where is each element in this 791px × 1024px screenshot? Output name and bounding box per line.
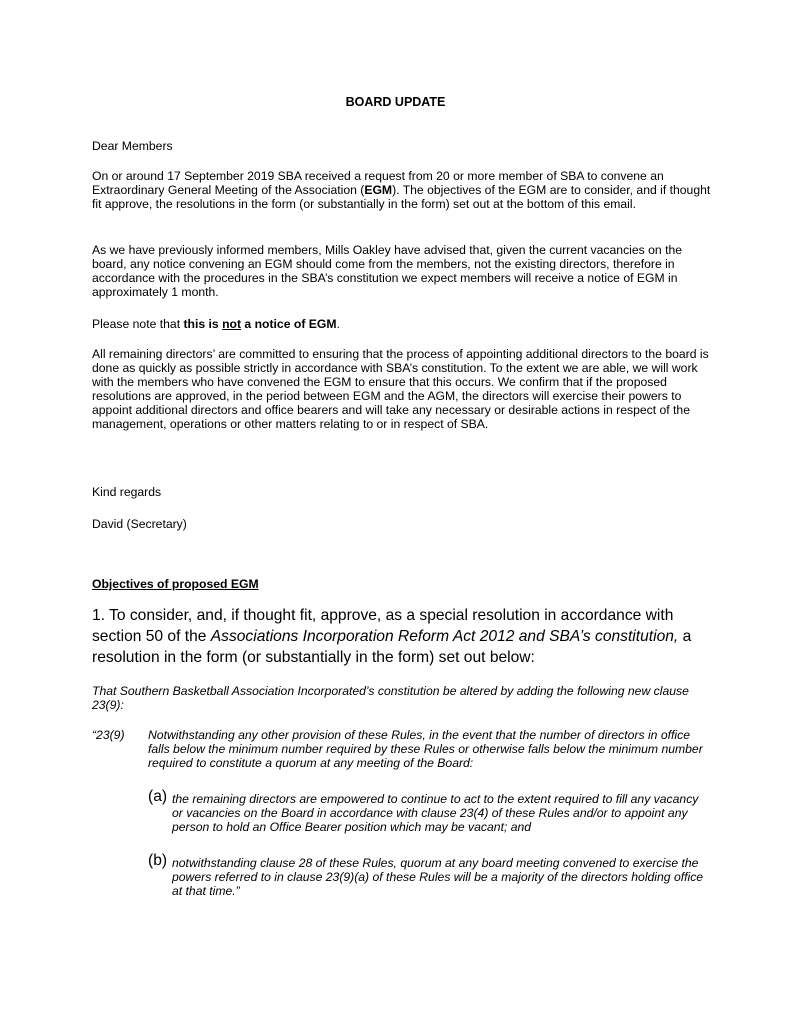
salutation: Dear Members (92, 139, 173, 153)
paragraph-notice-disclaimer (92, 317, 712, 331)
objectives-heading: Objectives of proposed EGM (92, 577, 259, 591)
clause-item-a (148, 788, 708, 834)
clause-text: Notwithstanding any other provision of these Rules, in the event that the number of directors in office falls below the minimum number required by these Rules or otherwise falls below the minimum number required to constitute a quorum at any meeting of the Board: (148, 728, 703, 770)
act-reference: Associations Incorporation Reform Act 2012 and SBA’s constitution, (210, 628, 679, 645)
clause-number: “23(9) (92, 728, 125, 742)
clause-item-label: (b) (148, 852, 168, 869)
paragraph-text: On or around 17 September 2019 SBA received a request from 20 or more member of SBA to convene an Extraordinary General Meeting of the Association ( (92, 169, 664, 197)
disclaimer-bold: this is (183, 317, 223, 331)
clause-item-label: (a) (148, 788, 168, 805)
clause-23-9 (92, 728, 712, 770)
paragraph-legal-advice: As we have previously informed members, Mills Oakley have advised that, given the current vacancies on the board, any notice convening an EGM should come from the members, not the existing directors, therefore in accordance with the procedures in the SBA’s constitution we expect members will receive a notice of EGM in approximately 1 month. (92, 243, 683, 299)
resolution-intro: That Southern Basketball Association Incorporated’s constitution be altered by adding the following new clause 23(9): (92, 684, 689, 712)
paragraph-egm-request (92, 169, 712, 211)
egm-abbreviation: EGM (364, 183, 393, 197)
signature: David (Secretary) (92, 517, 187, 531)
paragraph-text: Please note that (92, 317, 184, 331)
clause-item-text: notwithstanding clause 28 of these Rules, quorum at any board meeting convened to exercise the powers referred to in clause 23(9)(a) of these Rules will be a majority of the directors holding office at that time.” (172, 856, 704, 898)
paragraph-text: . (336, 317, 340, 331)
clause-item-text: the remaining directors are empowered to continue to act to the extent required to fill any vacancy or vacancies on the Board in accordance with clause 23(4) of these Rules and/or to appoint any person to hold an Office Bearer position which may be vacant; and (172, 792, 699, 834)
paragraph-directors-commitment: All remaining directors’ are committed to ensuring that the process of appointing additional directors to the board is done as quickly as possible strictly in accordance with SBA’s constitution. To the extent we are able, we will work with the members who have convened the EGM to ensure that this occurs. We confirm that if the proposed resolutions are approved, in the period between EGM and the AGM, the directors will exercise their powers to appoint additional directors and office bearers and will take any necessary or desirable actions in respect of the management, operations or other matters relating to or in respect of SBA. (92, 347, 709, 431)
disclaimer-bold: a notice of EGM (241, 317, 337, 331)
objective-1 (92, 605, 712, 668)
paragraph-text: ). The objectives of the EGM are to consider, and if thought fit approve, the resolutions in the form (or substantially in the form) set out at the bottom of this email. (92, 183, 711, 211)
objective-text: a resolution in the form (or substantially in the form) set out below: (92, 628, 692, 666)
clause-item-b (148, 852, 708, 898)
closing: Kind regards (92, 485, 162, 499)
document-title: BOARD UPDATE (345, 95, 446, 109)
objective-text: 1. To consider, and, if thought fit, approve, as a special resolution in accordance with section 50 of the (92, 607, 674, 645)
disclaimer-not: not (222, 317, 242, 331)
